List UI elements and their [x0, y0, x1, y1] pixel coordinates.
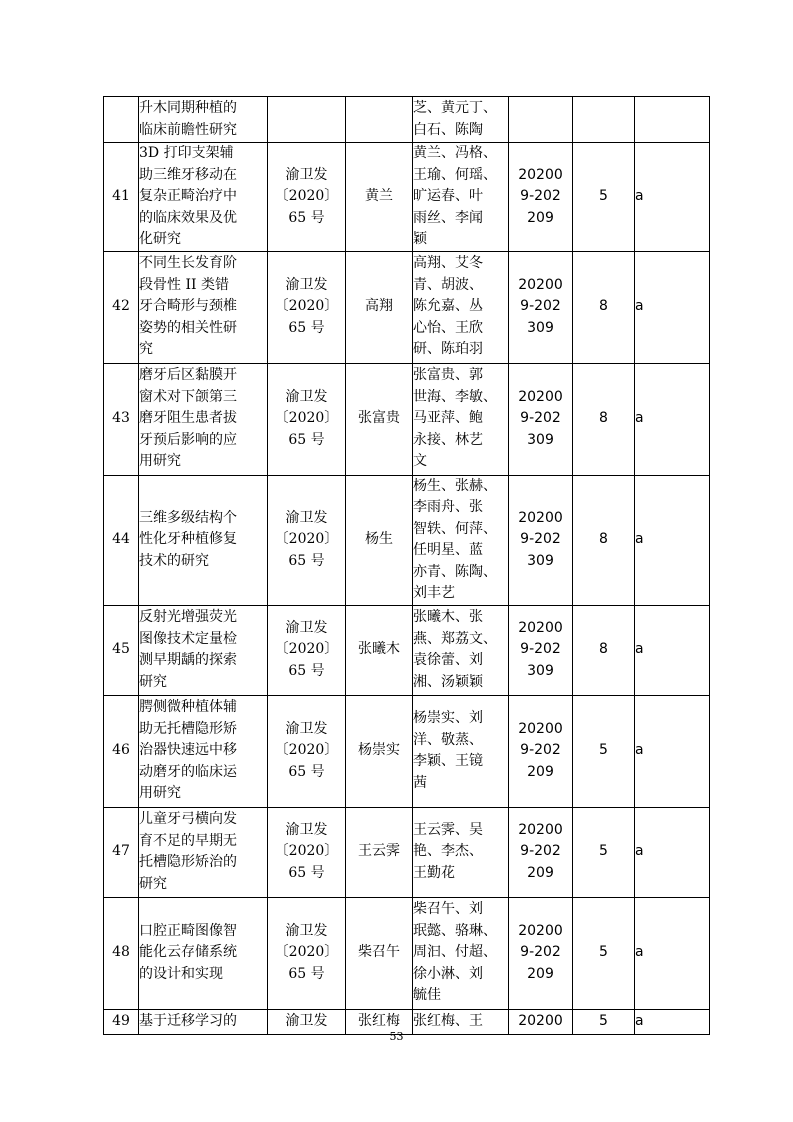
cell-number: 48 [104, 897, 139, 1009]
cell-document-number-line: 渝卫发 [285, 509, 328, 526]
cell-project-title-line: 磨牙阻生患者拔 [139, 410, 237, 427]
cell-project-title-line: 牙合畸形与颈椎 [139, 298, 237, 315]
cell-project-title-line: 能化云存储系统 [139, 944, 237, 961]
cell-team-members-line: 张红梅、王 [413, 1012, 483, 1029]
cell-grade: a [635, 1009, 710, 1034]
cell-period-line: 20200 [518, 821, 563, 838]
cell-team-members-line: 芝、黄元丁、 [413, 100, 497, 116]
cell-period [509, 605, 573, 695]
cell-project-title-line: 的临床效果及优 [139, 209, 237, 226]
cell-team-members-line: 袁徐蕾、刘 [413, 652, 483, 668]
cell-number: 46 [104, 695, 139, 807]
cell-project-title-line: 腭侧微种植体辅 [139, 699, 237, 716]
cell-project-title-line: 助无托槽隐形矫 [139, 720, 237, 737]
cell-team-members-line: 徐小淋、刘 [413, 965, 483, 982]
cell-document-number [268, 695, 346, 807]
cell-team-members-line: 周汩、付超、 [413, 944, 497, 961]
cell-period-line: 9-202 [520, 531, 561, 548]
cell-project-title [139, 475, 268, 605]
cell-document-number-line: 65 号 [288, 552, 325, 569]
cell-period-line: 209 [527, 965, 554, 982]
cell-project-title-line: 三维多级结构个 [139, 509, 237, 526]
cell-project-leader: 张红梅 [346, 1009, 413, 1034]
cell-document-number-line: 65 号 [288, 662, 325, 679]
cell-period [509, 807, 573, 897]
cell-project-leader: 张曦木 [346, 605, 413, 695]
cell-period-line: 9-202 [520, 742, 561, 759]
cell-period [509, 695, 573, 807]
cell-grade: a [635, 605, 710, 695]
cell-project-title-line: 姿势的相关性研 [139, 319, 237, 336]
cell-project-title [139, 695, 268, 807]
cell-period [509, 97, 573, 143]
cell-document-number-line: 65 号 [288, 965, 325, 982]
cell-project-leader: 杨崇实 [346, 695, 413, 807]
cell-project-leader: 张富贵 [346, 363, 413, 475]
cell-project-title-line: 用研究 [139, 453, 181, 470]
cell-document-number [268, 143, 346, 252]
cell-team-members-line: 智轶、何萍、 [413, 520, 497, 537]
cell-project-title-line: 助三维牙移动在 [139, 166, 237, 183]
cell-period-line: 9-202 [520, 944, 561, 961]
cell-document-number [268, 807, 346, 897]
cell-project-title-line: 基于迁移学习的 [139, 1012, 237, 1029]
cell-document-number-line: 65 号 [288, 864, 325, 881]
cell-project-leader [346, 97, 413, 143]
cell-team-members [413, 807, 509, 897]
cell-project-title [139, 363, 268, 475]
table-body [104, 97, 710, 1035]
cell-project-title-line: 究 [139, 341, 153, 358]
cell-period-line: 209 [527, 864, 554, 881]
cell-document-number [268, 97, 346, 143]
table-row [104, 251, 710, 363]
cell-number: 45 [104, 605, 139, 695]
research-projects-table [103, 96, 710, 1035]
cell-document-number-line: 65 号 [288, 319, 325, 336]
cell-project-leader: 王云霁 [346, 807, 413, 897]
cell-period-line: 309 [527, 552, 554, 569]
cell-project-title-line: 复杂正畸治疗中 [139, 188, 237, 204]
cell-team-members [413, 475, 509, 605]
cell-project-title-line: 牙预后影响的应 [139, 431, 237, 448]
cell-team-members [413, 251, 509, 363]
cell-team-members-line: 柴召午、刘 [413, 901, 483, 918]
cell-period [509, 143, 573, 252]
cell-document-number-line: 〔2020〕 [274, 298, 339, 315]
cell-period-line: 20200 [518, 1012, 563, 1029]
cell-project-title-line: 用研究 [139, 785, 181, 802]
cell-grade [635, 97, 710, 143]
table-row [104, 605, 710, 695]
cell-project-title-line: 段骨性 II 类错 [139, 276, 229, 293]
cell-team-members [413, 363, 509, 475]
cell-team-members-line: 研、陈珀羽 [413, 341, 483, 358]
cell-grade: a [635, 695, 710, 807]
cell-team-members-line: 世海、李敏、 [413, 388, 497, 405]
cell-team-members-line: 任明星、蓝 [413, 542, 483, 558]
cell-team-members-line: 文 [413, 453, 427, 470]
cell-grade: a [635, 807, 710, 897]
cell-document-number-line: 〔2020〕 [274, 742, 339, 759]
cell-project-leader: 杨生 [346, 475, 413, 605]
cell-team-members-line: 高翔、艾冬 [413, 255, 483, 272]
table-row [104, 475, 710, 605]
cell-period-line: 20200 [518, 720, 563, 737]
cell-period-line: 20200 [518, 619, 563, 636]
cell-project-title-line: 反射光增强荧光 [139, 609, 237, 625]
cell-project-title-line: 升木同期种植的 [139, 100, 237, 116]
page-number: 53 [389, 1030, 404, 1043]
cell-project-title-line: 治器快速远中移 [139, 742, 237, 759]
cell-period [509, 363, 573, 475]
cell-period [509, 475, 573, 605]
cell-project-title [139, 897, 268, 1009]
cell-document-number-line: 渝卫发 [285, 1012, 328, 1029]
cell-period-line: 9-202 [520, 843, 561, 860]
cell-period-line: 20200 [518, 388, 563, 405]
cell-document-number-line: 65 号 [288, 431, 325, 448]
table-row [104, 897, 710, 1009]
cell-period-line: 309 [527, 431, 554, 448]
cell-project-title-line: 研究 [139, 875, 167, 892]
cell-period-line: 9-202 [520, 188, 561, 204]
cell-document-number [268, 897, 346, 1009]
cell-document-number-line: 渝卫发 [285, 821, 328, 838]
cell-period-line: 20200 [518, 276, 563, 293]
cell-team-members-line: 珉懿、骆琳、 [413, 922, 497, 939]
cell-team-members-line: 心怡、王欣 [413, 319, 483, 336]
cell-grade: a [635, 143, 710, 252]
cell-number: 47 [104, 807, 139, 897]
cell-project-title-line: 技术的研究 [139, 552, 209, 569]
cell-number: 49 [104, 1009, 139, 1034]
cell-team-members [413, 695, 509, 807]
cell-funding: 5 [573, 897, 635, 1009]
cell-document-number-line: 〔2020〕 [274, 531, 339, 548]
cell-project-title [139, 251, 268, 363]
cell-project-title-line: 性化牙种植修复 [139, 531, 237, 548]
cell-period-line: 209 [527, 209, 554, 226]
cell-document-number-line: 65 号 [288, 209, 325, 226]
cell-document-number-line: 渝卫发 [285, 166, 328, 183]
cell-project-title-line: 儿童牙弓横向发 [139, 811, 237, 827]
cell-document-number [268, 605, 346, 695]
cell-document-number-line: 渝卫发 [285, 388, 328, 405]
cell-project-title-line: 不同生长发育阶 [139, 255, 237, 272]
cell-project-title-line: 图像技术定量检 [139, 630, 237, 647]
cell-team-members-line: 茜 [413, 774, 427, 791]
cell-project-title-line: 口腔正畸图像智 [139, 922, 237, 939]
cell-team-members-line: 亦青、陈陶、 [413, 563, 497, 580]
cell-document-number [268, 251, 346, 363]
cell-team-members-line: 颖 [413, 231, 427, 247]
cell-period-line: 20200 [518, 166, 563, 183]
cell-document-number-line: 渝卫发 [285, 276, 328, 293]
cell-team-members-line: 青、胡波、 [413, 276, 483, 293]
cell-project-title-line: 磨牙后区黏膜开 [139, 367, 237, 384]
cell-number: 41 [104, 143, 139, 252]
cell-team-members-line: 张富贵、郭 [413, 367, 483, 384]
cell-team-members-line: 雨丝、李闻 [413, 209, 483, 226]
cell-project-title [139, 605, 268, 695]
cell-document-number [268, 475, 346, 605]
cell-project-title-line: 育不足的早期无 [139, 832, 237, 849]
cell-team-members-line: 陈允嘉、丛 [413, 298, 483, 315]
cell-team-members-line: 湘、汤颖颖 [413, 673, 483, 690]
cell-period-line: 309 [527, 319, 554, 336]
cell-number: 44 [104, 475, 139, 605]
cell-team-members-line: 艳、李杰、 [413, 843, 483, 860]
cell-grade: a [635, 251, 710, 363]
cell-project-leader: 黄兰 [346, 143, 413, 252]
cell-document-number-line: 〔2020〕 [274, 944, 339, 961]
cell-grade: a [635, 363, 710, 475]
cell-team-members-line: 永接、林艺 [413, 431, 483, 448]
cell-team-members-line: 燕、郑荔文、 [413, 630, 497, 647]
cell-team-members-line: 毓佳 [413, 987, 441, 1004]
cell-funding: 8 [573, 363, 635, 475]
cell-project-leader: 高翔 [346, 251, 413, 363]
cell-project-title-line: 托槽隐形矫治的 [139, 854, 237, 870]
cell-project-title-line: 的设计和实现 [139, 965, 223, 982]
cell-document-number-line: 〔2020〕 [274, 410, 339, 427]
table-row [104, 143, 710, 252]
cell-team-members-line: 杨崇实、刘 [413, 710, 483, 726]
cell-team-members [413, 143, 509, 252]
table-row [104, 807, 710, 897]
cell-document-number-line: 渝卫发 [285, 922, 328, 939]
cell-team-members-line: 刘丰艺 [413, 585, 455, 601]
cell-number: 43 [104, 363, 139, 475]
cell-funding: 5 [573, 1009, 635, 1034]
cell-number [104, 97, 139, 143]
cell-team-members-line: 马亚萍、鲍 [413, 410, 483, 427]
cell-project-title-line: 测早期龋的探索 [139, 652, 237, 668]
cell-funding: 8 [573, 605, 635, 695]
cell-funding: 5 [573, 143, 635, 252]
cell-project-title-line: 3D 打印支架辅 [139, 145, 234, 161]
cell-team-members-line: 李雨舟、张 [413, 499, 483, 515]
cell-project-title [139, 143, 268, 252]
cell-project-title-line: 窗术对下颌第三 [139, 388, 237, 405]
cell-funding: 5 [573, 695, 635, 807]
cell-project-title-line: 化研究 [139, 231, 181, 247]
cell-project-title [139, 97, 268, 143]
cell-team-members-line: 白石、陈陶 [413, 121, 483, 138]
cell-period-line: 9-202 [520, 641, 561, 658]
cell-team-members [413, 97, 509, 143]
cell-team-members [413, 605, 509, 695]
cell-project-leader: 柴召午 [346, 897, 413, 1009]
cell-document-number-line: 渝卫发 [285, 720, 328, 737]
cell-team-members-line: 张曦木、张 [413, 609, 483, 625]
cell-project-title [139, 807, 268, 897]
cell-document-number-line: 〔2020〕 [274, 641, 339, 658]
cell-document-number-line: 〔2020〕 [274, 843, 339, 860]
cell-team-members-line: 洋、敬蒸、 [413, 731, 483, 748]
cell-period [509, 897, 573, 1009]
cell-team-members-line: 黄兰、冯格、 [413, 145, 497, 161]
cell-document-number [268, 363, 346, 475]
cell-funding: 8 [573, 475, 635, 605]
table-row [104, 363, 710, 475]
cell-period-line: 309 [527, 662, 554, 679]
cell-funding: 5 [573, 807, 635, 897]
cell-document-number-line: 65 号 [288, 763, 325, 780]
cell-project-title-line: 动磨牙的临床运 [139, 763, 237, 780]
cell-team-members-line: 王云霁、吴 [413, 821, 483, 838]
cell-team-members-line: 旷运春、叶 [413, 188, 483, 204]
cell-grade: a [635, 897, 710, 1009]
cell-project-title-line: 临床前瞻性研究 [139, 121, 237, 138]
cell-period-line: 20200 [518, 509, 563, 526]
table-row [104, 695, 710, 807]
cell-document-number-line: 〔2020〕 [274, 188, 339, 204]
cell-team-members-line: 杨生、张赫、 [413, 477, 497, 494]
cell-period [509, 251, 573, 363]
cell-number: 42 [104, 251, 139, 363]
cell-funding: 8 [573, 251, 635, 363]
cell-document-number-line: 渝卫发 [285, 619, 328, 636]
cell-team-members-line: 王瑜、何瑶、 [413, 166, 497, 183]
cell-period-line: 9-202 [520, 410, 561, 427]
cell-grade: a [635, 475, 710, 605]
cell-period-line: 209 [527, 763, 554, 780]
cell-period-line: 9-202 [520, 298, 561, 315]
cell-period-line: 20200 [518, 922, 563, 939]
cell-funding [573, 97, 635, 143]
table-row [104, 97, 710, 143]
cell-team-members-line: 王勤花 [413, 864, 455, 881]
cell-team-members-line: 李颖、王镜 [413, 753, 483, 769]
cell-project-title-line: 研究 [139, 673, 167, 690]
cell-team-members [413, 897, 509, 1009]
